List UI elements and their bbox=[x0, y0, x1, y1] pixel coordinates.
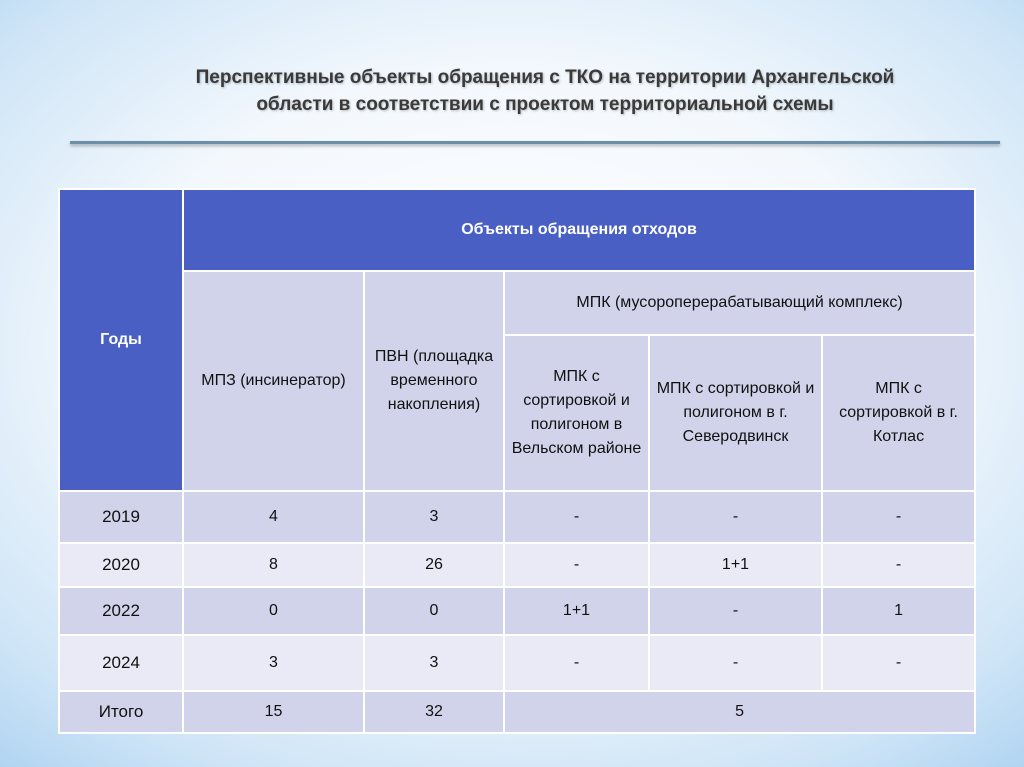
table-row bbox=[59, 543, 975, 587]
pvn-cell: 3 bbox=[364, 635, 504, 691]
total-label: Итого bbox=[59, 691, 183, 733]
slide-title bbox=[120, 64, 970, 118]
mpk-kotlas-cell: 1 bbox=[822, 587, 975, 635]
mpk-velsk-header: МПК с сортировкой и полигоном в Вельском районе bbox=[504, 335, 649, 491]
mpk-header: МПК (мусороперерабатывающий комплекс) bbox=[504, 271, 975, 335]
table-row bbox=[59, 587, 975, 635]
total-mpk-cell: 5 bbox=[504, 691, 975, 733]
mpz-cell: 4 bbox=[183, 491, 364, 543]
table-row bbox=[59, 491, 975, 543]
pvn-cell: 3 bbox=[364, 491, 504, 543]
years-header: Годы bbox=[59, 189, 183, 491]
total-mpz-cell: 15 bbox=[183, 691, 364, 733]
mpk-kotlas-cell: - bbox=[822, 635, 975, 691]
mpk-kotlas-header: МПК с сортировкой в г. Котлас bbox=[822, 335, 975, 491]
title-line-2: области в соответствии с проектом территориальной схемы bbox=[256, 94, 834, 115]
year-cell: 2024 bbox=[59, 635, 183, 691]
mpz-cell: 0 bbox=[183, 587, 364, 635]
mpk-severodvinsk-cell: - bbox=[649, 635, 822, 691]
year-cell: 2020 bbox=[59, 543, 183, 587]
mpz-header: МПЗ (инсинератор) bbox=[183, 271, 364, 491]
total-row bbox=[59, 691, 975, 733]
waste-objects-table bbox=[58, 188, 976, 734]
mpk-severodvinsk-cell: 1+1 bbox=[649, 543, 822, 587]
mpk-severodvinsk-cell: - bbox=[649, 587, 822, 635]
table-row bbox=[59, 635, 975, 691]
pvn-header: ПВН (площадка временного накопления) bbox=[364, 271, 504, 491]
mpz-cell: 8 bbox=[183, 543, 364, 587]
mpk-velsk-cell: 1+1 bbox=[504, 587, 649, 635]
mpk-kotlas-cell: - bbox=[822, 491, 975, 543]
mpk-kotlas-cell: - bbox=[822, 543, 975, 587]
objects-header: Объекты обращения отходов bbox=[183, 189, 975, 271]
mpk-severodvinsk-header: МПК с сортировкой и полигоном в г. Северодвинск bbox=[649, 335, 822, 491]
mpk-velsk-cell: - bbox=[504, 491, 649, 543]
year-cell: 2022 bbox=[59, 587, 183, 635]
mpk-velsk-cell: - bbox=[504, 543, 649, 587]
title-divider bbox=[70, 141, 1000, 144]
year-cell: 2019 bbox=[59, 491, 183, 543]
mpk-severodvinsk-cell: - bbox=[649, 491, 822, 543]
pvn-cell: 26 bbox=[364, 543, 504, 587]
total-pvn-cell: 32 bbox=[364, 691, 504, 733]
pvn-cell: 0 bbox=[364, 587, 504, 635]
mpz-cell: 3 bbox=[183, 635, 364, 691]
title-line-1: Перспективные объекты обращения с ТКО на территории Архангельской bbox=[195, 67, 895, 88]
mpk-velsk-cell: - bbox=[504, 635, 649, 691]
